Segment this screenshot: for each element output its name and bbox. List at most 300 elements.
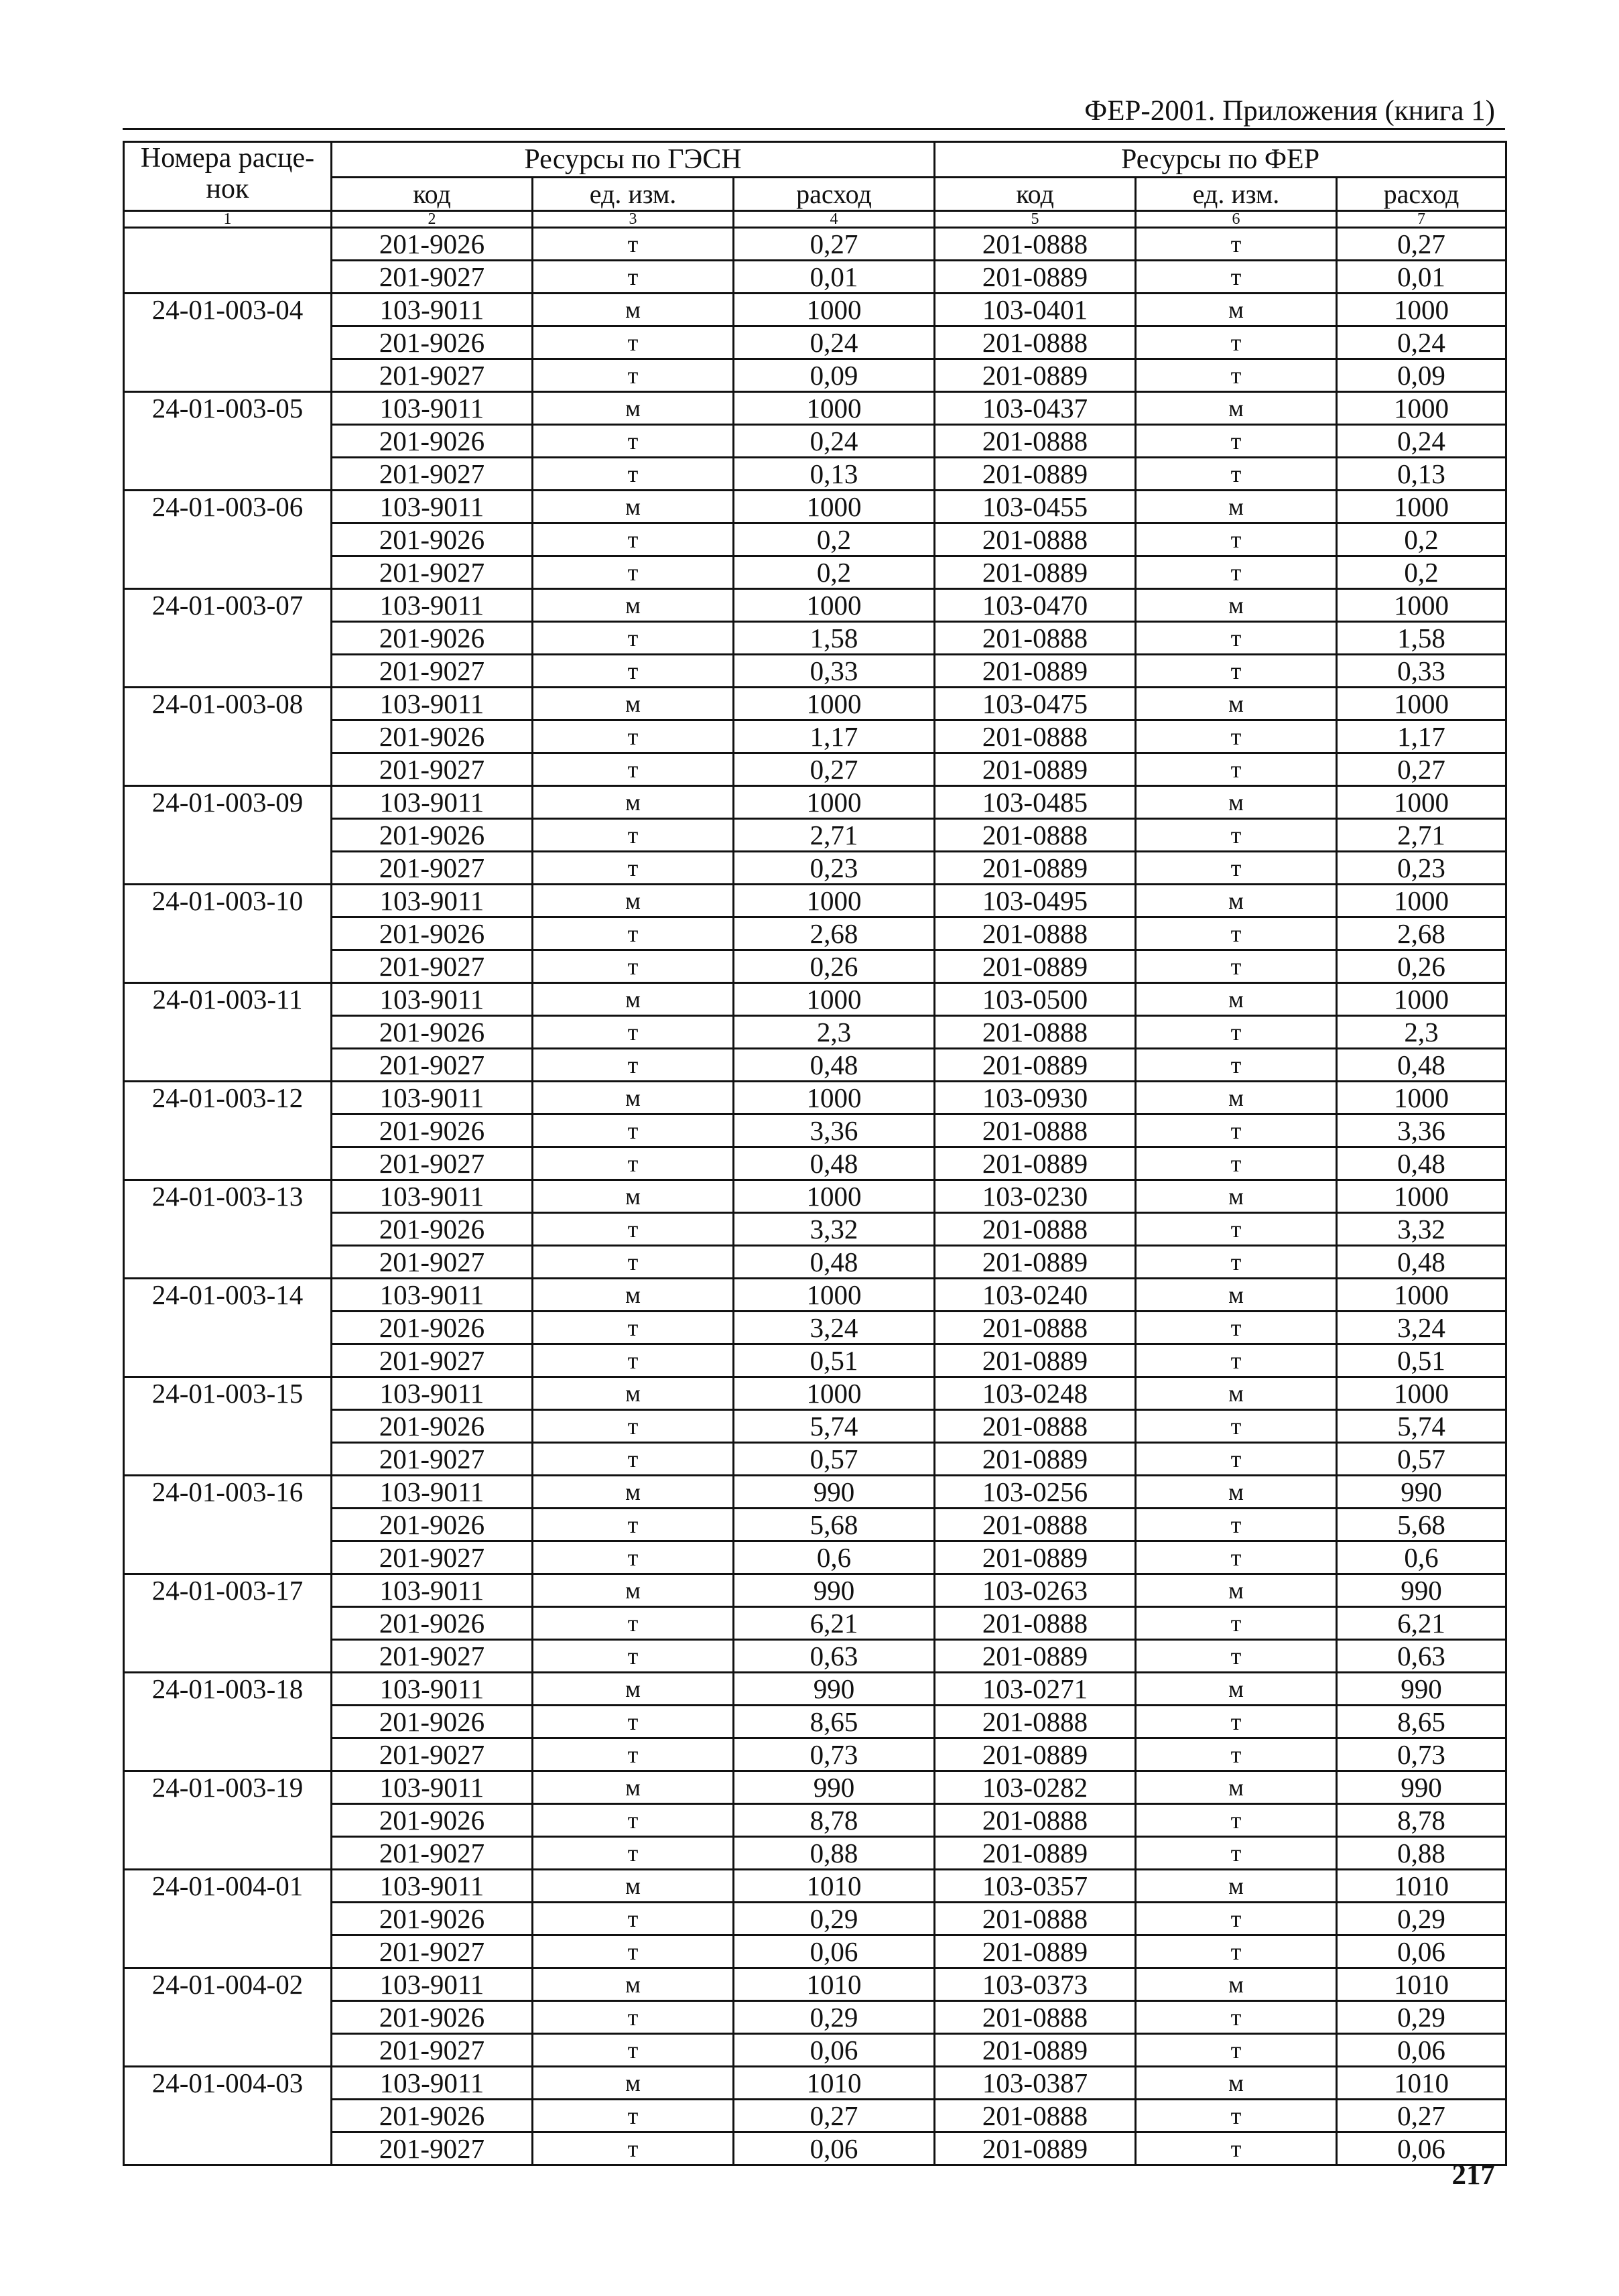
fer-code-cell: 201-0888 (935, 819, 1136, 852)
position-number-cell: 24-01-004-02 (124, 1968, 332, 2067)
gesn-code-cell: 201-9027 (332, 458, 533, 491)
table-row (124, 1213, 1506, 1246)
fer-code-cell: 201-0889 (935, 1640, 1136, 1673)
column-number-1: 1 (124, 211, 332, 228)
fer-unit-cell: м (1136, 1673, 1337, 1706)
fer-consumption-cell: 0,63 (1337, 1640, 1506, 1673)
fer-unit-cell: м (1136, 294, 1337, 326)
gesn-consumption-cell: 1000 (734, 786, 935, 819)
fer-code-cell: 103-0470 (935, 589, 1136, 622)
fer-consumption-cell: 0,06 (1337, 1935, 1506, 1968)
gesn-consumption-cell: 0,01 (734, 261, 935, 294)
gesn-code-cell: 103-9011 (332, 1968, 533, 2001)
table-row (124, 1837, 1506, 1870)
header-position-number (124, 142, 332, 211)
fer-consumption-cell: 0,27 (1337, 228, 1506, 261)
gesn-code-cell: 201-9026 (332, 2100, 533, 2132)
table-row (124, 1903, 1506, 1935)
gesn-consumption-cell: 0,2 (734, 523, 935, 556)
fer-consumption-cell: 3,24 (1337, 1312, 1506, 1344)
gesn-code-cell: 201-9026 (332, 622, 533, 655)
fer-unit-cell: м (1136, 1279, 1337, 1312)
header-gesn-consumption: расход (734, 178, 935, 211)
gesn-consumption-cell: 990 (734, 1771, 935, 1804)
table-row (124, 589, 1506, 622)
fer-consumption-cell: 8,65 (1337, 1706, 1506, 1738)
fer-unit-cell: м (1136, 491, 1337, 523)
gesn-code-cell: 201-9027 (332, 1344, 533, 1377)
gesn-code-cell: 103-9011 (332, 885, 533, 917)
gesn-unit-cell: т (533, 425, 734, 458)
table-row (124, 655, 1506, 688)
gesn-code-cell: 201-9026 (332, 1213, 533, 1246)
position-number-cell: 24-01-003-09 (124, 786, 332, 885)
table-row (124, 1114, 1506, 1147)
gesn-code-cell: 201-9027 (332, 1837, 533, 1870)
gesn-code-cell: 103-9011 (332, 491, 533, 523)
gesn-consumption-cell: 0,06 (734, 1935, 935, 1968)
table-row (124, 2100, 1506, 2132)
fer-unit-cell: т (1136, 917, 1337, 950)
gesn-unit-cell: т (533, 1541, 734, 1574)
gesn-code-cell: 103-9011 (332, 1082, 533, 1114)
fer-consumption-cell: 990 (1337, 1476, 1506, 1509)
fer-code-cell: 201-0889 (935, 1443, 1136, 1476)
table-row (124, 917, 1506, 950)
fer-consumption-cell: 5,68 (1337, 1509, 1506, 1541)
gesn-unit-cell: м (533, 1279, 734, 1312)
table-row (124, 523, 1506, 556)
fer-consumption-cell: 1000 (1337, 491, 1506, 523)
fer-consumption-cell: 0,24 (1337, 425, 1506, 458)
gesn-code-cell: 201-9026 (332, 1903, 533, 1935)
gesn-consumption-cell: 1000 (734, 688, 935, 720)
table-row (124, 1082, 1506, 1114)
gesn-unit-cell: т (533, 1837, 734, 1870)
page-number: 217 (1451, 2159, 1495, 2191)
fer-consumption-cell: 1000 (1337, 786, 1506, 819)
fer-consumption-cell: 0,06 (1337, 2132, 1506, 2165)
gesn-code-cell: 103-9011 (332, 294, 533, 326)
gesn-consumption-cell: 1000 (734, 1082, 935, 1114)
table-row (124, 1870, 1506, 1903)
table-row (124, 392, 1506, 425)
fer-code-cell: 103-0263 (935, 1574, 1136, 1607)
fer-code-cell: 103-0271 (935, 1673, 1136, 1706)
column-number-7: 7 (1337, 211, 1506, 228)
gesn-unit-cell: т (533, 1443, 734, 1476)
gesn-unit-cell: м (533, 786, 734, 819)
gesn-unit-cell: т (533, 326, 734, 359)
fer-unit-cell: м (1136, 885, 1337, 917)
gesn-code-cell: 103-9011 (332, 392, 533, 425)
fer-code-cell: 201-0889 (935, 458, 1136, 491)
gesn-consumption-cell: 8,78 (734, 1804, 935, 1837)
fer-unit-cell: м (1136, 2067, 1337, 2100)
position-number-cell: 24-01-003-19 (124, 1771, 332, 1870)
gesn-unit-cell: т (533, 458, 734, 491)
fer-consumption-cell: 1000 (1337, 983, 1506, 1016)
gesn-unit-cell: т (533, 1903, 734, 1935)
gesn-consumption-cell: 1000 (734, 1279, 935, 1312)
gesn-code-cell: 201-9027 (332, 852, 533, 885)
fer-unit-cell: т (1136, 753, 1337, 786)
fer-consumption-cell: 0,6 (1337, 1541, 1506, 1574)
fer-unit-cell: т (1136, 523, 1337, 556)
gesn-unit-cell: т (533, 359, 734, 392)
page-header-title: ФЕР-2001. Приложения (книга 1) (1084, 95, 1495, 127)
column-number-4: 4 (734, 211, 935, 228)
fer-consumption-cell: 3,32 (1337, 1213, 1506, 1246)
gesn-consumption-cell: 1000 (734, 392, 935, 425)
gesn-consumption-cell: 1010 (734, 2067, 935, 2100)
gesn-unit-cell: т (533, 523, 734, 556)
column-number-5: 5 (935, 211, 1136, 228)
table-row (124, 983, 1506, 1016)
fer-unit-cell: м (1136, 786, 1337, 819)
gesn-consumption-cell: 0,27 (734, 2100, 935, 2132)
gesn-unit-cell: т (533, 753, 734, 786)
fer-code-cell: 103-0455 (935, 491, 1136, 523)
table-row (124, 294, 1506, 326)
gesn-unit-cell: м (533, 491, 734, 523)
table-row (124, 2034, 1506, 2067)
fer-unit-cell: т (1136, 1509, 1337, 1541)
position-number-cell: 24-01-003-06 (124, 491, 332, 589)
fer-code-cell: 201-0889 (935, 655, 1136, 688)
fer-unit-cell: м (1136, 1377, 1337, 1410)
fer-consumption-cell: 1000 (1337, 1279, 1506, 1312)
gesn-unit-cell: т (533, 2034, 734, 2067)
fer-consumption-cell: 1000 (1337, 392, 1506, 425)
fer-unit-cell: т (1136, 359, 1337, 392)
fer-consumption-cell: 6,21 (1337, 1607, 1506, 1640)
table-row (124, 1574, 1506, 1607)
table-row (124, 1607, 1506, 1640)
position-number-cell: 24-01-003-14 (124, 1279, 332, 1377)
gesn-unit-cell: м (533, 1771, 734, 1804)
position-number-cell: 24-01-003-05 (124, 392, 332, 491)
gesn-consumption-cell: 0,24 (734, 326, 935, 359)
gesn-code-cell: 201-9026 (332, 720, 533, 753)
header-rule (123, 128, 1505, 130)
gesn-consumption-cell: 990 (734, 1476, 935, 1509)
gesn-code-cell: 103-9011 (332, 589, 533, 622)
header-group-fer: Ресурсы по ФЕР (935, 142, 1506, 178)
fer-code-cell: 103-0282 (935, 1771, 1136, 1804)
position-number-cell: 24-01-003-07 (124, 589, 332, 688)
fer-code-cell: 201-0889 (935, 1246, 1136, 1279)
gesn-code-cell: 201-9026 (332, 1804, 533, 1837)
gesn-unit-cell: м (533, 2067, 734, 2100)
fer-code-cell: 201-0888 (935, 326, 1136, 359)
fer-unit-cell: т (1136, 228, 1337, 261)
gesn-code-cell: 201-9027 (332, 556, 533, 589)
gesn-unit-cell: т (533, 261, 734, 294)
gesn-code-cell: 201-9026 (332, 523, 533, 556)
fer-unit-cell: т (1136, 819, 1337, 852)
gesn-unit-cell: м (533, 1082, 734, 1114)
fer-code-cell: 103-0475 (935, 688, 1136, 720)
fer-code-cell: 201-0889 (935, 1738, 1136, 1771)
position-number-cell (124, 228, 332, 294)
gesn-code-cell: 201-9026 (332, 1114, 533, 1147)
fer-unit-cell: т (1136, 1213, 1337, 1246)
fer-unit-cell: м (1136, 1968, 1337, 2001)
gesn-unit-cell: т (533, 1312, 734, 1344)
fer-code-cell: 201-0888 (935, 1312, 1136, 1344)
fer-unit-cell: т (1136, 1935, 1337, 1968)
gesn-unit-cell: м (533, 1574, 734, 1607)
fer-code-cell: 201-0889 (935, 852, 1136, 885)
gesn-consumption-cell: 3,32 (734, 1213, 935, 1246)
gesn-unit-cell: м (533, 589, 734, 622)
gesn-consumption-cell: 0,73 (734, 1738, 935, 1771)
table-row (124, 1509, 1506, 1541)
gesn-consumption-cell: 2,71 (734, 819, 935, 852)
gesn-code-cell: 201-9026 (332, 1706, 533, 1738)
gesn-consumption-cell: 0,57 (734, 1443, 935, 1476)
fer-consumption-cell: 0,01 (1337, 261, 1506, 294)
gesn-consumption-cell: 0,27 (734, 228, 935, 261)
gesn-consumption-cell: 0,06 (734, 2132, 935, 2165)
position-number-cell: 24-01-004-01 (124, 1870, 332, 1968)
fer-code-cell: 201-0888 (935, 1016, 1136, 1049)
fer-consumption-cell: 0,57 (1337, 1443, 1506, 1476)
table-row (124, 458, 1506, 491)
fer-unit-cell: т (1136, 1147, 1337, 1180)
header-fer-code: код (935, 178, 1136, 211)
gesn-code-cell: 201-9027 (332, 1443, 533, 1476)
fer-code-cell: 201-0889 (935, 1049, 1136, 1082)
gesn-unit-cell: м (533, 1673, 734, 1706)
fer-code-cell: 201-0889 (935, 1541, 1136, 1574)
fer-unit-cell: т (1136, 1738, 1337, 1771)
fer-consumption-cell: 0,33 (1337, 655, 1506, 688)
fer-consumption-cell: 0,29 (1337, 2001, 1506, 2034)
gesn-unit-cell: т (533, 655, 734, 688)
header-gesn-unit: ед. изм. (533, 178, 734, 211)
fer-code-cell: 103-0357 (935, 1870, 1136, 1903)
fer-code-cell: 103-0256 (935, 1476, 1136, 1509)
position-number-cell: 24-01-003-12 (124, 1082, 332, 1180)
gesn-consumption-cell: 1,58 (734, 622, 935, 655)
table-row (124, 1410, 1506, 1443)
fer-code-cell: 103-0248 (935, 1377, 1136, 1410)
gesn-code-cell: 201-9027 (332, 1738, 533, 1771)
gesn-unit-cell: т (533, 1344, 734, 1377)
fer-consumption-cell: 5,74 (1337, 1410, 1506, 1443)
fer-unit-cell: т (1136, 655, 1337, 688)
fer-consumption-cell: 0,73 (1337, 1738, 1506, 1771)
fer-unit-cell: м (1136, 1574, 1337, 1607)
fer-unit-cell: м (1136, 1082, 1337, 1114)
position-number-cell: 24-01-003-17 (124, 1574, 332, 1673)
table-row (124, 1640, 1506, 1673)
table-row (124, 622, 1506, 655)
fer-unit-cell: м (1136, 1870, 1337, 1903)
table-row (124, 852, 1506, 885)
gesn-unit-cell: т (533, 1147, 734, 1180)
fer-consumption-cell: 0,2 (1337, 523, 1506, 556)
fer-unit-cell: т (1136, 1049, 1337, 1082)
gesn-consumption-cell: 0,09 (734, 359, 935, 392)
fer-unit-cell: м (1136, 1476, 1337, 1509)
table-row (124, 1016, 1506, 1049)
fer-consumption-cell: 8,78 (1337, 1804, 1506, 1837)
gesn-unit-cell: т (533, 228, 734, 261)
table-row (124, 228, 1506, 261)
fer-consumption-cell: 990 (1337, 1771, 1506, 1804)
fer-consumption-cell: 3,36 (1337, 1114, 1506, 1147)
gesn-code-cell: 201-9026 (332, 819, 533, 852)
gesn-consumption-cell: 0,29 (734, 2001, 935, 2034)
fer-code-cell: 201-0888 (935, 1706, 1136, 1738)
position-number-cell: 24-01-003-15 (124, 1377, 332, 1476)
gesn-code-cell: 201-9026 (332, 326, 533, 359)
gesn-unit-cell: т (533, 1607, 734, 1640)
table-row (124, 326, 1506, 359)
table-row (124, 1344, 1506, 1377)
gesn-unit-cell: т (533, 1935, 734, 1968)
gesn-unit-cell: м (533, 294, 734, 326)
fer-unit-cell: т (1136, 622, 1337, 655)
gesn-code-cell: 201-9026 (332, 1312, 533, 1344)
gesn-consumption-cell: 0,63 (734, 1640, 935, 1673)
fer-code-cell: 201-0889 (935, 1344, 1136, 1377)
gesn-consumption-cell: 1000 (734, 491, 935, 523)
fer-unit-cell: м (1136, 1771, 1337, 1804)
fer-unit-cell: т (1136, 2001, 1337, 2034)
fer-code-cell: 103-0500 (935, 983, 1136, 1016)
fer-unit-cell: т (1136, 1903, 1337, 1935)
gesn-code-cell: 201-9027 (332, 1246, 533, 1279)
fer-consumption-cell: 1000 (1337, 1377, 1506, 1410)
gesn-code-cell: 201-9026 (332, 1509, 533, 1541)
fer-code-cell: 201-0888 (935, 720, 1136, 753)
fer-consumption-cell: 0,23 (1337, 852, 1506, 885)
fer-unit-cell: м (1136, 1180, 1337, 1213)
gesn-code-cell: 103-9011 (332, 1870, 533, 1903)
table-row (124, 1541, 1506, 1574)
gesn-consumption-cell: 990 (734, 1673, 935, 1706)
fer-code-cell: 201-0888 (935, 425, 1136, 458)
table-row (124, 753, 1506, 786)
fer-code-cell: 201-0889 (935, 1935, 1136, 1968)
fer-unit-cell: т (1136, 1410, 1337, 1443)
table-row (124, 1738, 1506, 1771)
fer-unit-cell: т (1136, 556, 1337, 589)
fer-unit-cell: т (1136, 1804, 1337, 1837)
gesn-consumption-cell: 6,21 (734, 1607, 935, 1640)
fer-code-cell: 103-0401 (935, 294, 1136, 326)
fer-code-cell: 201-0888 (935, 523, 1136, 556)
gesn-consumption-cell: 2,3 (734, 1016, 935, 1049)
gesn-consumption-cell: 5,68 (734, 1509, 935, 1541)
gesn-consumption-cell: 0,26 (734, 950, 935, 983)
fer-consumption-cell: 1010 (1337, 2067, 1506, 2100)
fer-code-cell: 201-0888 (935, 2001, 1136, 2034)
fer-consumption-cell: 1000 (1337, 885, 1506, 917)
gesn-code-cell: 201-9027 (332, 1541, 533, 1574)
gesn-unit-cell: т (533, 852, 734, 885)
gesn-code-cell: 103-9011 (332, 1673, 533, 1706)
gesn-code-cell: 201-9026 (332, 1607, 533, 1640)
fer-code-cell: 201-0889 (935, 359, 1136, 392)
gesn-consumption-cell: 2,68 (734, 917, 935, 950)
gesn-consumption-cell: 0,48 (734, 1147, 935, 1180)
gesn-unit-cell: т (533, 1114, 734, 1147)
table-row (124, 1180, 1506, 1213)
fer-consumption-cell: 0,2 (1337, 556, 1506, 589)
fer-consumption-cell: 0,48 (1337, 1147, 1506, 1180)
fer-unit-cell: т (1136, 950, 1337, 983)
fer-consumption-cell: 0,09 (1337, 359, 1506, 392)
fer-consumption-cell: 0,27 (1337, 753, 1506, 786)
fer-consumption-cell: 990 (1337, 1574, 1506, 1607)
table-row (124, 1049, 1506, 1082)
fer-code-cell: 201-0888 (935, 1903, 1136, 1935)
table-row (124, 1804, 1506, 1837)
fer-consumption-cell: 0,29 (1337, 1903, 1506, 1935)
gesn-unit-cell: м (533, 885, 734, 917)
fer-code-cell: 201-0889 (935, 2034, 1136, 2067)
fer-unit-cell: т (1136, 1640, 1337, 1673)
gesn-unit-cell: м (533, 1180, 734, 1213)
table-row (124, 1147, 1506, 1180)
gesn-code-cell: 103-9011 (332, 786, 533, 819)
table-row (124, 1771, 1506, 1804)
gesn-consumption-cell: 1000 (734, 1180, 935, 1213)
table-row (124, 1377, 1506, 1410)
fer-code-cell: 201-0888 (935, 917, 1136, 950)
gesn-consumption-cell: 1,17 (734, 720, 935, 753)
gesn-unit-cell: т (533, 2132, 734, 2165)
gesn-code-cell: 103-9011 (332, 2067, 533, 2100)
resources-table (123, 141, 1507, 2166)
gesn-unit-cell: м (533, 392, 734, 425)
gesn-code-cell: 201-9026 (332, 1410, 533, 1443)
fer-consumption-cell: 0,13 (1337, 458, 1506, 491)
fer-unit-cell: т (1136, 1114, 1337, 1147)
gesn-code-cell: 103-9011 (332, 1279, 533, 1312)
position-number-cell: 24-01-003-11 (124, 983, 332, 1082)
table-row (124, 786, 1506, 819)
fer-unit-cell: т (1136, 720, 1337, 753)
gesn-consumption-cell: 3,36 (734, 1114, 935, 1147)
gesn-unit-cell: т (533, 1016, 734, 1049)
gesn-code-cell: 201-9026 (332, 425, 533, 458)
table-body (124, 228, 1506, 2165)
fer-code-cell: 201-0888 (935, 1213, 1136, 1246)
fer-unit-cell: т (1136, 2132, 1337, 2165)
table-row (124, 1968, 1506, 2001)
fer-code-cell: 103-0437 (935, 392, 1136, 425)
gesn-consumption-cell: 0,2 (734, 556, 935, 589)
gesn-code-cell: 201-9027 (332, 1049, 533, 1082)
table-row (124, 819, 1506, 852)
gesn-unit-cell: т (533, 1410, 734, 1443)
fer-code-cell: 201-0888 (935, 2100, 1136, 2132)
gesn-code-cell: 201-9027 (332, 2034, 533, 2067)
header-position-number-line2: нок (206, 174, 249, 204)
gesn-unit-cell: м (533, 1968, 734, 2001)
table-row (124, 1706, 1506, 1738)
fer-unit-cell: т (1136, 1344, 1337, 1377)
fer-code-cell: 103-0240 (935, 1279, 1136, 1312)
gesn-unit-cell: т (533, 1640, 734, 1673)
table-row (124, 1673, 1506, 1706)
